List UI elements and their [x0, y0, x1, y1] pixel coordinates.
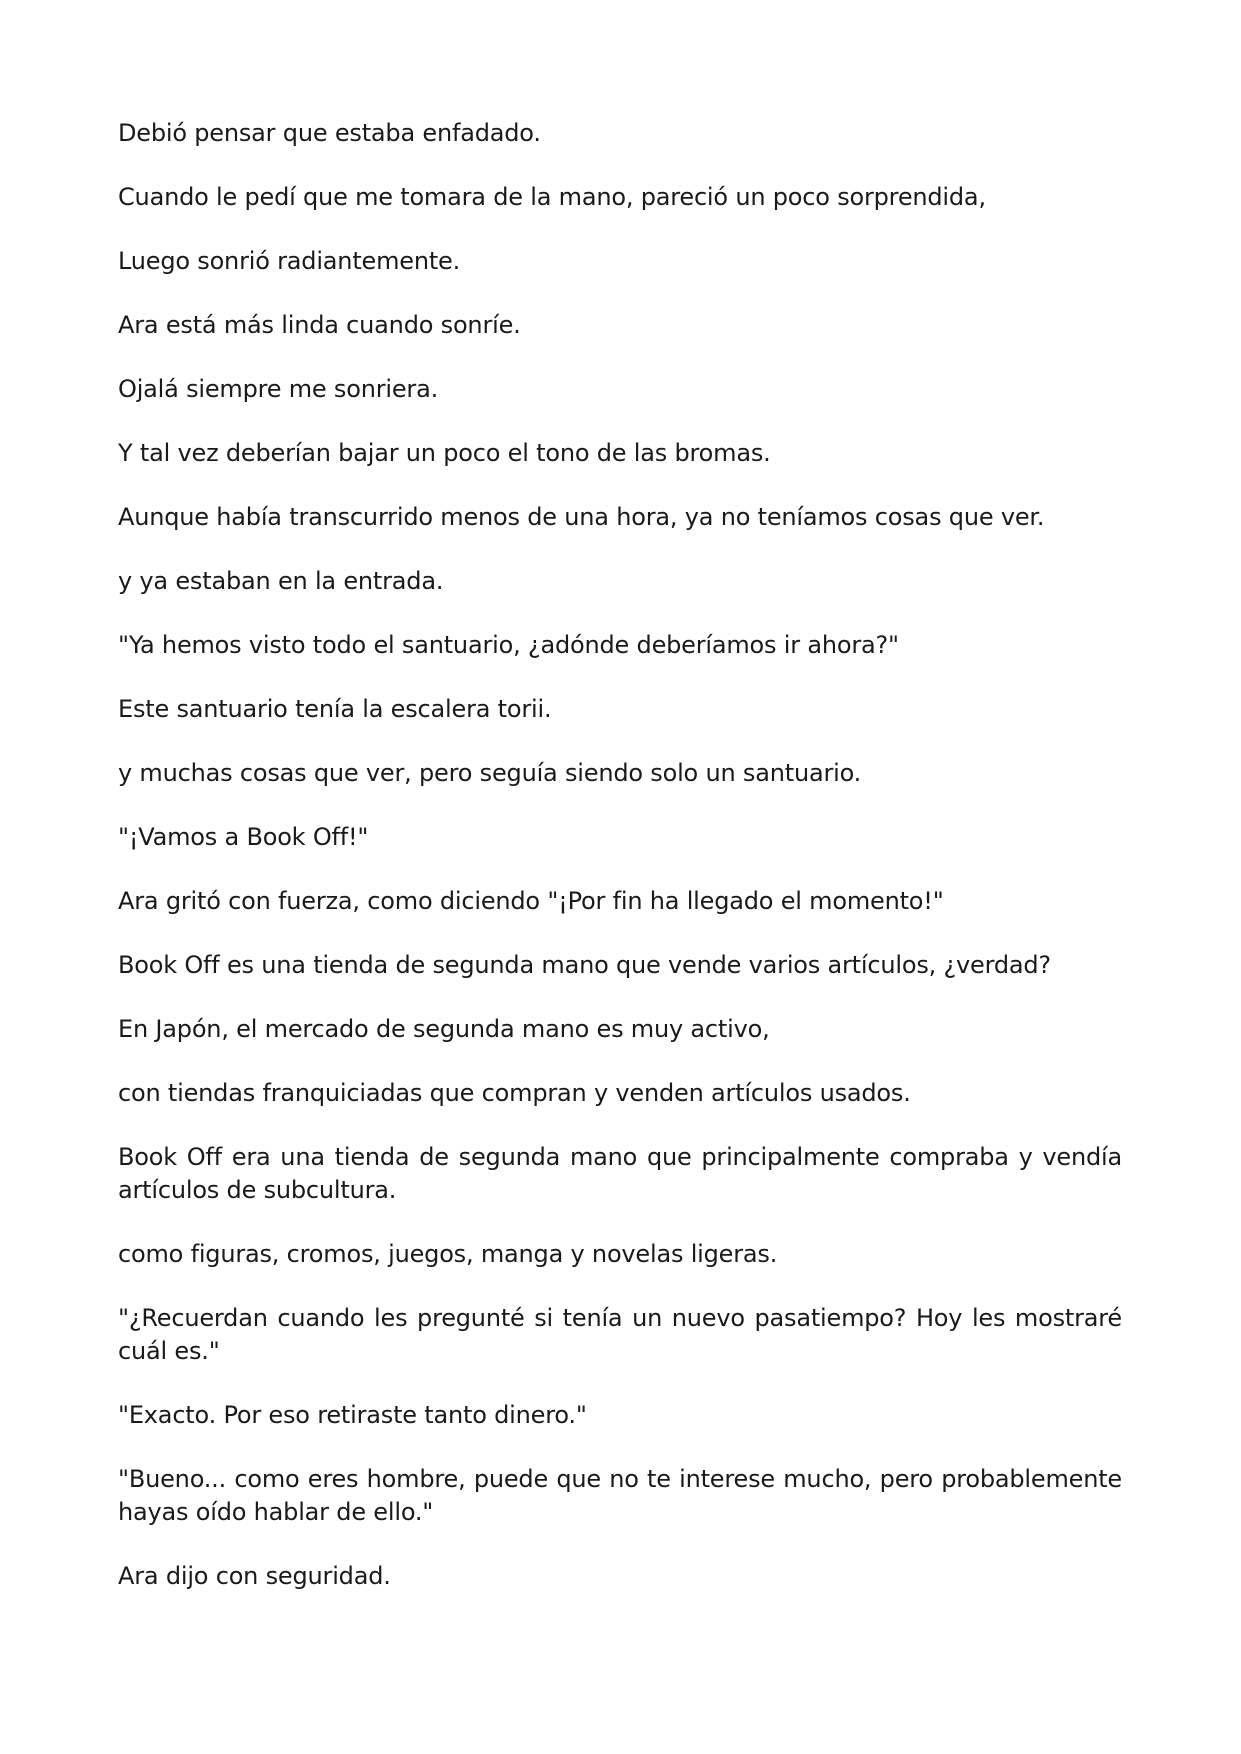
- paragraph: con tiendas franquiciadas que compran y venden artículos usados.: [118, 1079, 911, 1107]
- paragraph: y ya estaban en la entrada.: [118, 567, 444, 595]
- paragraph: Y tal vez deberían bajar un poco el tono de las bromas.: [118, 439, 771, 467]
- paragraph: "Ya hemos visto todo el santuario, ¿adónde deberíamos ir ahora?": [118, 631, 899, 659]
- paragraph: "Exacto. Por eso retiraste tanto dinero.": [118, 1401, 587, 1429]
- paragraph: Debió pensar que estaba enfadado.: [118, 119, 541, 147]
- paragraph: Ara gritó con fuerza, como diciendo "¡Por fin ha llegado el momento!": [118, 887, 944, 915]
- paragraph: Aunque había transcurrido menos de una hora, ya no teníamos cosas que ver.: [118, 503, 1045, 531]
- paragraph: Book Off es una tienda de segunda mano que vende varios artículos, ¿verdad?: [118, 951, 1051, 979]
- paragraph: Este santuario tenía la escalera torii.: [118, 695, 552, 723]
- paragraph: "¡Vamos a Book Off!": [118, 823, 369, 851]
- paragraph: "¿Recuerdan cuando les pregunté si tenía un nuevo pasatiempo? Hoy les mostraré cuál es.": [118, 1304, 1122, 1365]
- paragraph: Book Off era una tienda de segunda mano que principalmente compraba y vendía artículos de subcultura.: [118, 1143, 1122, 1204]
- paragraph: Cuando le pedí que me tomara de la mano, pareció un poco sorprendida,: [118, 183, 986, 211]
- document-body: [118, 117, 1122, 1624]
- paragraph: como figuras, cromos, juegos, manga y novelas ligeras.: [118, 1240, 778, 1268]
- paragraph: Ara está más linda cuando sonríe.: [118, 311, 521, 339]
- paragraph: "Bueno... como eres hombre, puede que no te interese mucho, pero probablemente hayas oído hablar de ello.": [118, 1465, 1122, 1526]
- paragraph: Ojalá siempre me sonriera.: [118, 375, 439, 403]
- paragraph: En Japón, el mercado de segunda mano es muy activo,: [118, 1015, 770, 1043]
- paragraph: Ara dijo con seguridad.: [118, 1562, 391, 1590]
- paragraph: Luego sonrió radiantemente.: [118, 247, 461, 275]
- paragraph: y muchas cosas que ver, pero seguía siendo solo un santuario.: [118, 759, 862, 787]
